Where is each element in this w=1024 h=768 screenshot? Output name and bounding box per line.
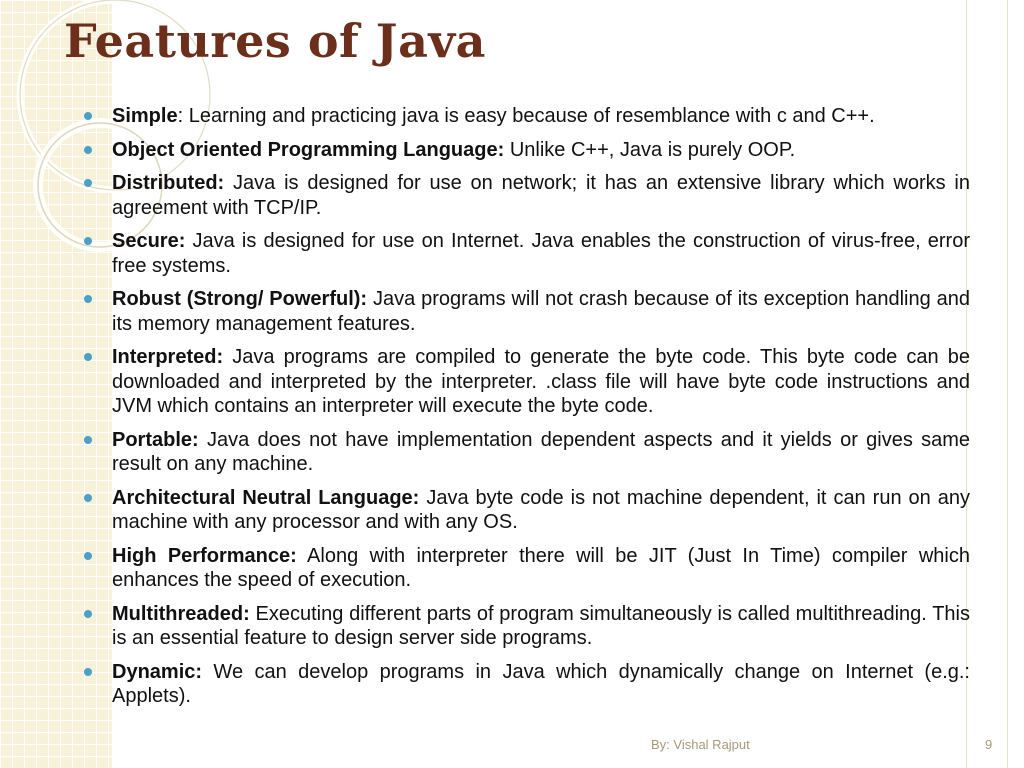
bullet-icon <box>84 179 92 187</box>
feature-text: Unlike C++, Java is purely OOP. <box>504 138 796 161</box>
feature-item-multithreaded <box>84 602 970 651</box>
bullet-icon <box>84 436 92 444</box>
feature-term: High Performance: <box>112 544 297 567</box>
bullet-icon <box>84 494 92 502</box>
feature-text: Executing different parts of program simultaneously is called multithreading. This is an essential feature to design server side programs. <box>112 602 970 649</box>
feature-term: Robust (Strong/ Powerful): <box>112 288 368 310</box>
right-frame-decoration <box>966 0 1008 768</box>
bullet-icon <box>84 146 92 154</box>
bullet-icon <box>84 668 92 676</box>
feature-list <box>84 104 970 709</box>
bullet-icon <box>84 112 92 120</box>
bullet-icon <box>84 552 92 560</box>
feature-text: Learning and practicing java is easy because of resemblance with c and C++. <box>183 105 875 127</box>
feature-term: Dynamic: <box>112 660 203 683</box>
feature-term: Portable: <box>112 428 199 451</box>
feature-item-portable <box>84 428 970 477</box>
feature-item-oop <box>84 138 970 163</box>
feature-item-high-performance <box>84 544 970 593</box>
bullet-icon <box>84 353 92 361</box>
feature-term: Multithreaded: <box>112 602 250 625</box>
feature-separator: : <box>177 105 184 127</box>
feature-text: Java programs are compiled to generate the byte code. This byte code can be downloaded and interpreted by the interpreter. .class file will have byte code instructions and JVM which contains an interpreter will execute the byte code. <box>112 346 970 417</box>
feature-term: Distributed: <box>112 172 225 194</box>
feature-text: Java is designed for use on Internet. Java enables the construction of virus-free, error free systems. <box>112 230 970 277</box>
feature-item-interpreted <box>84 345 970 419</box>
feature-item-distributed <box>84 171 970 220</box>
bullet-icon <box>84 610 92 618</box>
feature-term: Object Oriented Programming Language: <box>112 138 505 161</box>
feature-item-robust <box>84 287 970 336</box>
page-number: 9 <box>985 737 993 752</box>
feature-text: Java is designed for use on network; it has an extensive library which works in agreement with TCP/IP. <box>112 172 970 219</box>
feature-term: Interpreted: <box>112 346 224 368</box>
slide-title: Features of Java <box>64 14 486 68</box>
bullet-icon <box>84 295 92 303</box>
feature-item-architectural-neutral <box>84 486 970 535</box>
feature-item-simple <box>84 104 970 129</box>
feature-term: Architectural Neutral Language: <box>112 486 420 509</box>
footer-author: By: Vishal Rajput <box>651 737 750 752</box>
feature-text: Along with interpreter there will be JIT (Just In Time) compiler which enhances the speed of execution. <box>112 544 970 591</box>
bullet-icon <box>84 237 92 245</box>
feature-text: We can develop programs in Java which dynamically change on Internet (e.g.: Applets). <box>112 660 970 707</box>
feature-item-dynamic <box>84 660 970 709</box>
feature-term: Secure: <box>112 230 186 252</box>
feature-term: Simple <box>112 105 178 127</box>
feature-item-secure <box>84 229 970 278</box>
feature-text: Java programs will not crash because of its exception handling and its memory management features. <box>112 288 970 335</box>
feature-text: Java byte code is not machine dependent, it can run on any machine with any processor and with any OS. <box>112 486 970 533</box>
feature-text: Java does not have implementation dependent aspects and it yields or gives same result on any machine. <box>112 428 970 475</box>
